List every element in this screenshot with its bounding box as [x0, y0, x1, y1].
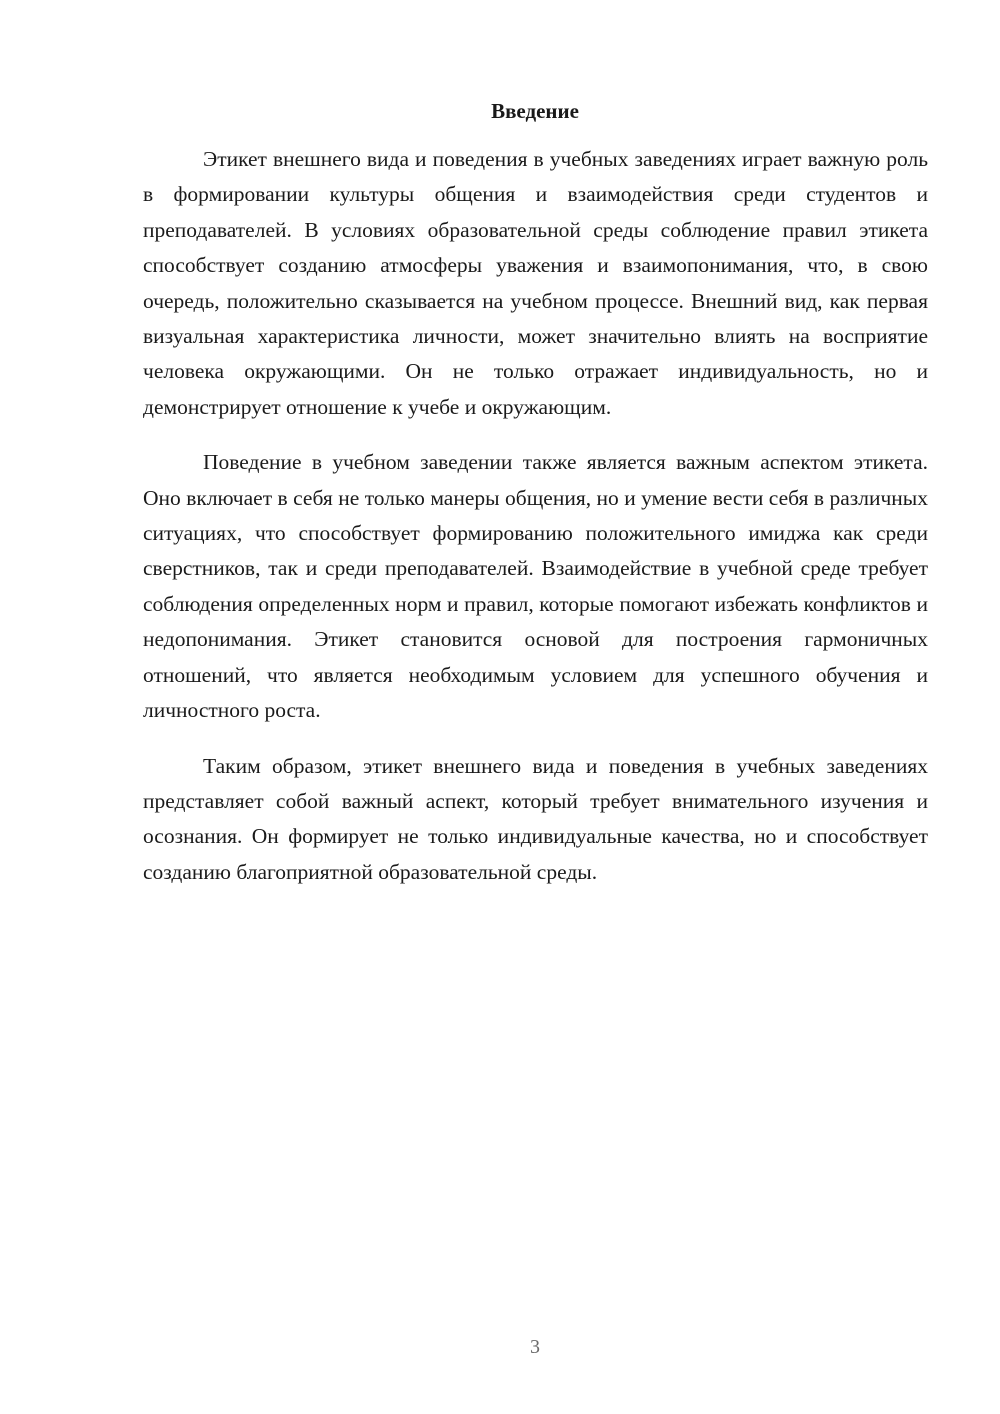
- section-title: Введение: [491, 99, 579, 123]
- page-number: 3: [530, 1336, 540, 1358]
- paragraph: Поведение в учебном заведении также является важным аспектом этикета. Оно включает в себя не только манеры общения, но и умение вести себя в различных ситуациях, что способствует формированию положительного имиджа как среди сверстников, так и среди преподавателей. Взаимодействие в учебной среде требует соблюдения определенных норм и правил, которые помогают избежать конфликтов и недопонимания. Этикет становится основой для построения гармоничных отношений, что является необходимым условием для успешного обучения и личностного роста.: [143, 450, 928, 723]
- paragraph: Этикет внешнего вида и поведения в учебных заведениях играет важную роль в формировании культуры общения и взаимодействия среди студентов и преподавателей. В условиях образовательной среды соблюдение правил этикета способствует созданию атмосферы уважения и взаимопонимания, что, в свою очередь, положительно сказывается на учебном процессе. Внешний вид, как первая визуальная характеристика личности, может значительно влиять на восприятие человека окружающими. Он не только отражает индивидуальность, но и демонстрирует отношение к учебе и окружающим.: [143, 147, 928, 419]
- document-body: [143, 142, 928, 910]
- paragraph: Таким образом, этикет внешнего вида и поведения в учебных заведениях представляет собой важный аспект, который требует внимательного изучения и осознания. Он формирует не только индивидуальные качества, но и способствует созданию благоприятной образовательной среды.: [143, 753, 928, 884]
